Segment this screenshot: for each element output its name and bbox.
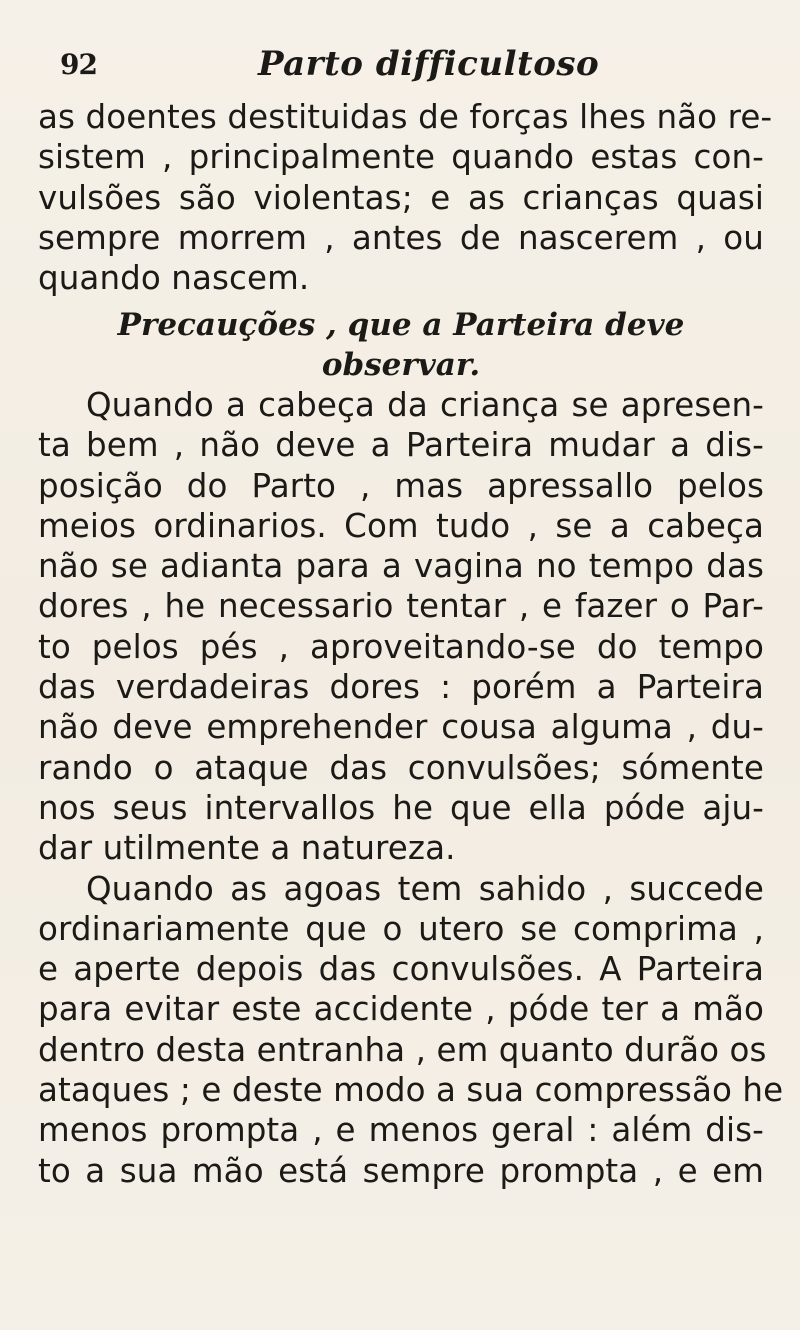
text-line: Quando a cabeça da criança se apresen-	[86, 386, 764, 424]
heading-line: observar.	[321, 347, 481, 383]
section-heading	[38, 305, 764, 385]
text-line: ta bem , não deve a Parteira mudar a dis-	[38, 426, 764, 465]
text-line: sempre morrem , antes de nascerem , ou	[38, 218, 764, 257]
text-line: e aperte depois das convulsões. A Parteira	[38, 950, 764, 989]
page-number: 92	[60, 48, 97, 81]
text-line: as doentes destituidas de forças lhes não re-	[38, 98, 773, 136]
paragraph-1	[38, 97, 773, 298]
text-line: nos seus intervallos he que ella póde aju-	[38, 788, 764, 827]
text-line: não deve emprehender cousa alguma , du-	[38, 708, 764, 747]
text-line: não se adianta para a vagina no tempo das	[38, 547, 764, 586]
text-line: ordinariamente que o utero se comprima ,	[38, 909, 764, 948]
text-line: vulsões são violentas; e as crianças quasi	[38, 178, 764, 217]
text-line: quando nascem.	[38, 259, 310, 298]
running-title: Parto difficultoso	[258, 44, 600, 84]
text-line: dores , he necessario tentar , e fazer o Par-	[38, 587, 764, 626]
page-header	[48, 44, 768, 94]
text-line: menos prompta , e menos geral : além dis-	[38, 1111, 764, 1150]
text-line: to a sua mão está sempre prompta , e em	[38, 1151, 764, 1190]
text-line: rando o ataque das convulsões; sómente	[38, 748, 764, 787]
body-paragraphs	[38, 385, 784, 1191]
text-line: meios ordinarios. Com tudo , se a cabeça	[38, 506, 764, 545]
text-line: Quando as agoas tem sahido , succede	[86, 869, 764, 908]
text-line: para evitar este accidente , póde ter a mão	[38, 990, 764, 1029]
text-line: ataques ; e deste modo a sua compressão he	[38, 1071, 784, 1110]
text-line: dentro desta entranha , em quanto durão os	[38, 1030, 767, 1069]
text-line: posição do Parto , mas apressallo pelos	[38, 466, 764, 505]
heading-line: Precauções , que a Parteira deve	[117, 307, 685, 343]
text-line: sistem , principalmente quando estas con-	[38, 138, 764, 177]
text-line: to pelos pés , aproveitando-se do tempo	[38, 627, 764, 666]
text-line: dar utilmente a natureza.	[38, 829, 456, 868]
text-line: das verdadeiras dores : porém a Parteira	[38, 668, 764, 707]
